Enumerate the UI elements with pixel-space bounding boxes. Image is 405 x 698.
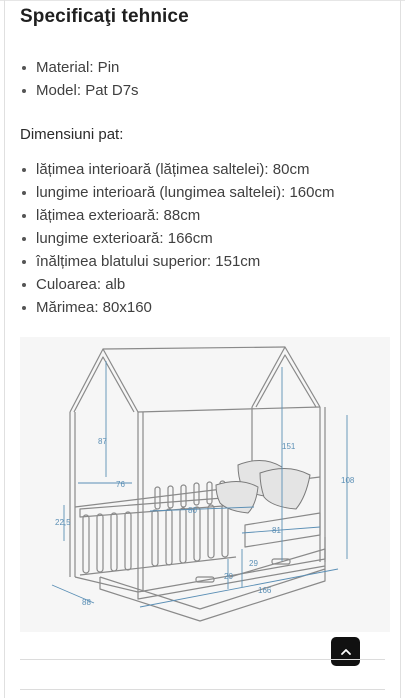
back-gable-inner — [256, 355, 316, 407]
general-specs-list — [20, 56, 139, 102]
dimension-item: lățimea exterioară: 88cm — [20, 204, 334, 227]
label-floor-gap: 20 — [224, 572, 233, 581]
label-mattress-length: 81 — [272, 526, 281, 535]
dimensions-list — [20, 158, 334, 319]
roof-eave — [138, 407, 320, 412]
label-rail-height: 22,5 — [55, 518, 71, 527]
front-slats — [83, 504, 228, 573]
spec-material: Material: Pin — [20, 56, 139, 79]
top-edge — [0, 0, 405, 1]
scroll-to-top-button[interactable] — [331, 637, 360, 666]
chevron-up-icon — [340, 646, 352, 658]
pillows — [216, 460, 310, 513]
front-gable-inner — [74, 357, 134, 412]
dimension-item: lungime exterioară: 166cm — [20, 227, 334, 250]
label-outer-length: 166 — [258, 586, 272, 595]
dimension-item: Mărimea: 80x160 — [20, 296, 334, 319]
label-mattress-width: 80 — [188, 506, 197, 515]
section-title: Specificaţi tehnice — [20, 6, 189, 27]
ridge-beam — [103, 347, 285, 349]
bed-dimension-diagram — [20, 337, 390, 632]
dimension-item: lățimea interioară (lățimea saltelei): 80cm — [20, 158, 334, 181]
dimension-item: lungime interioară (lungimea saltelei): 160cm — [20, 181, 334, 204]
dimensions-heading: Dimensiuni pat: — [20, 126, 124, 143]
dimension-item: înălțimea blatului superior: 151cm — [20, 250, 334, 273]
label-top-height: 151 — [282, 442, 296, 451]
label-inner-width: 76 — [116, 480, 125, 489]
back-slats — [155, 481, 225, 509]
right-border — [400, 0, 401, 698]
label-drawer-height: 29 — [249, 559, 258, 568]
divider — [20, 659, 385, 660]
label-outer-width: 88 — [82, 598, 91, 607]
dimension-item: Culoarea: alb — [20, 273, 334, 296]
bed-drawing — [20, 337, 390, 632]
frame-base-bottom — [138, 566, 325, 599]
spec-model: Model: Pat D7s — [20, 79, 139, 102]
left-border — [4, 0, 5, 698]
label-roof-height: 87 — [98, 437, 107, 446]
label-total-height: 108 — [341, 476, 355, 485]
divider — [20, 689, 385, 690]
